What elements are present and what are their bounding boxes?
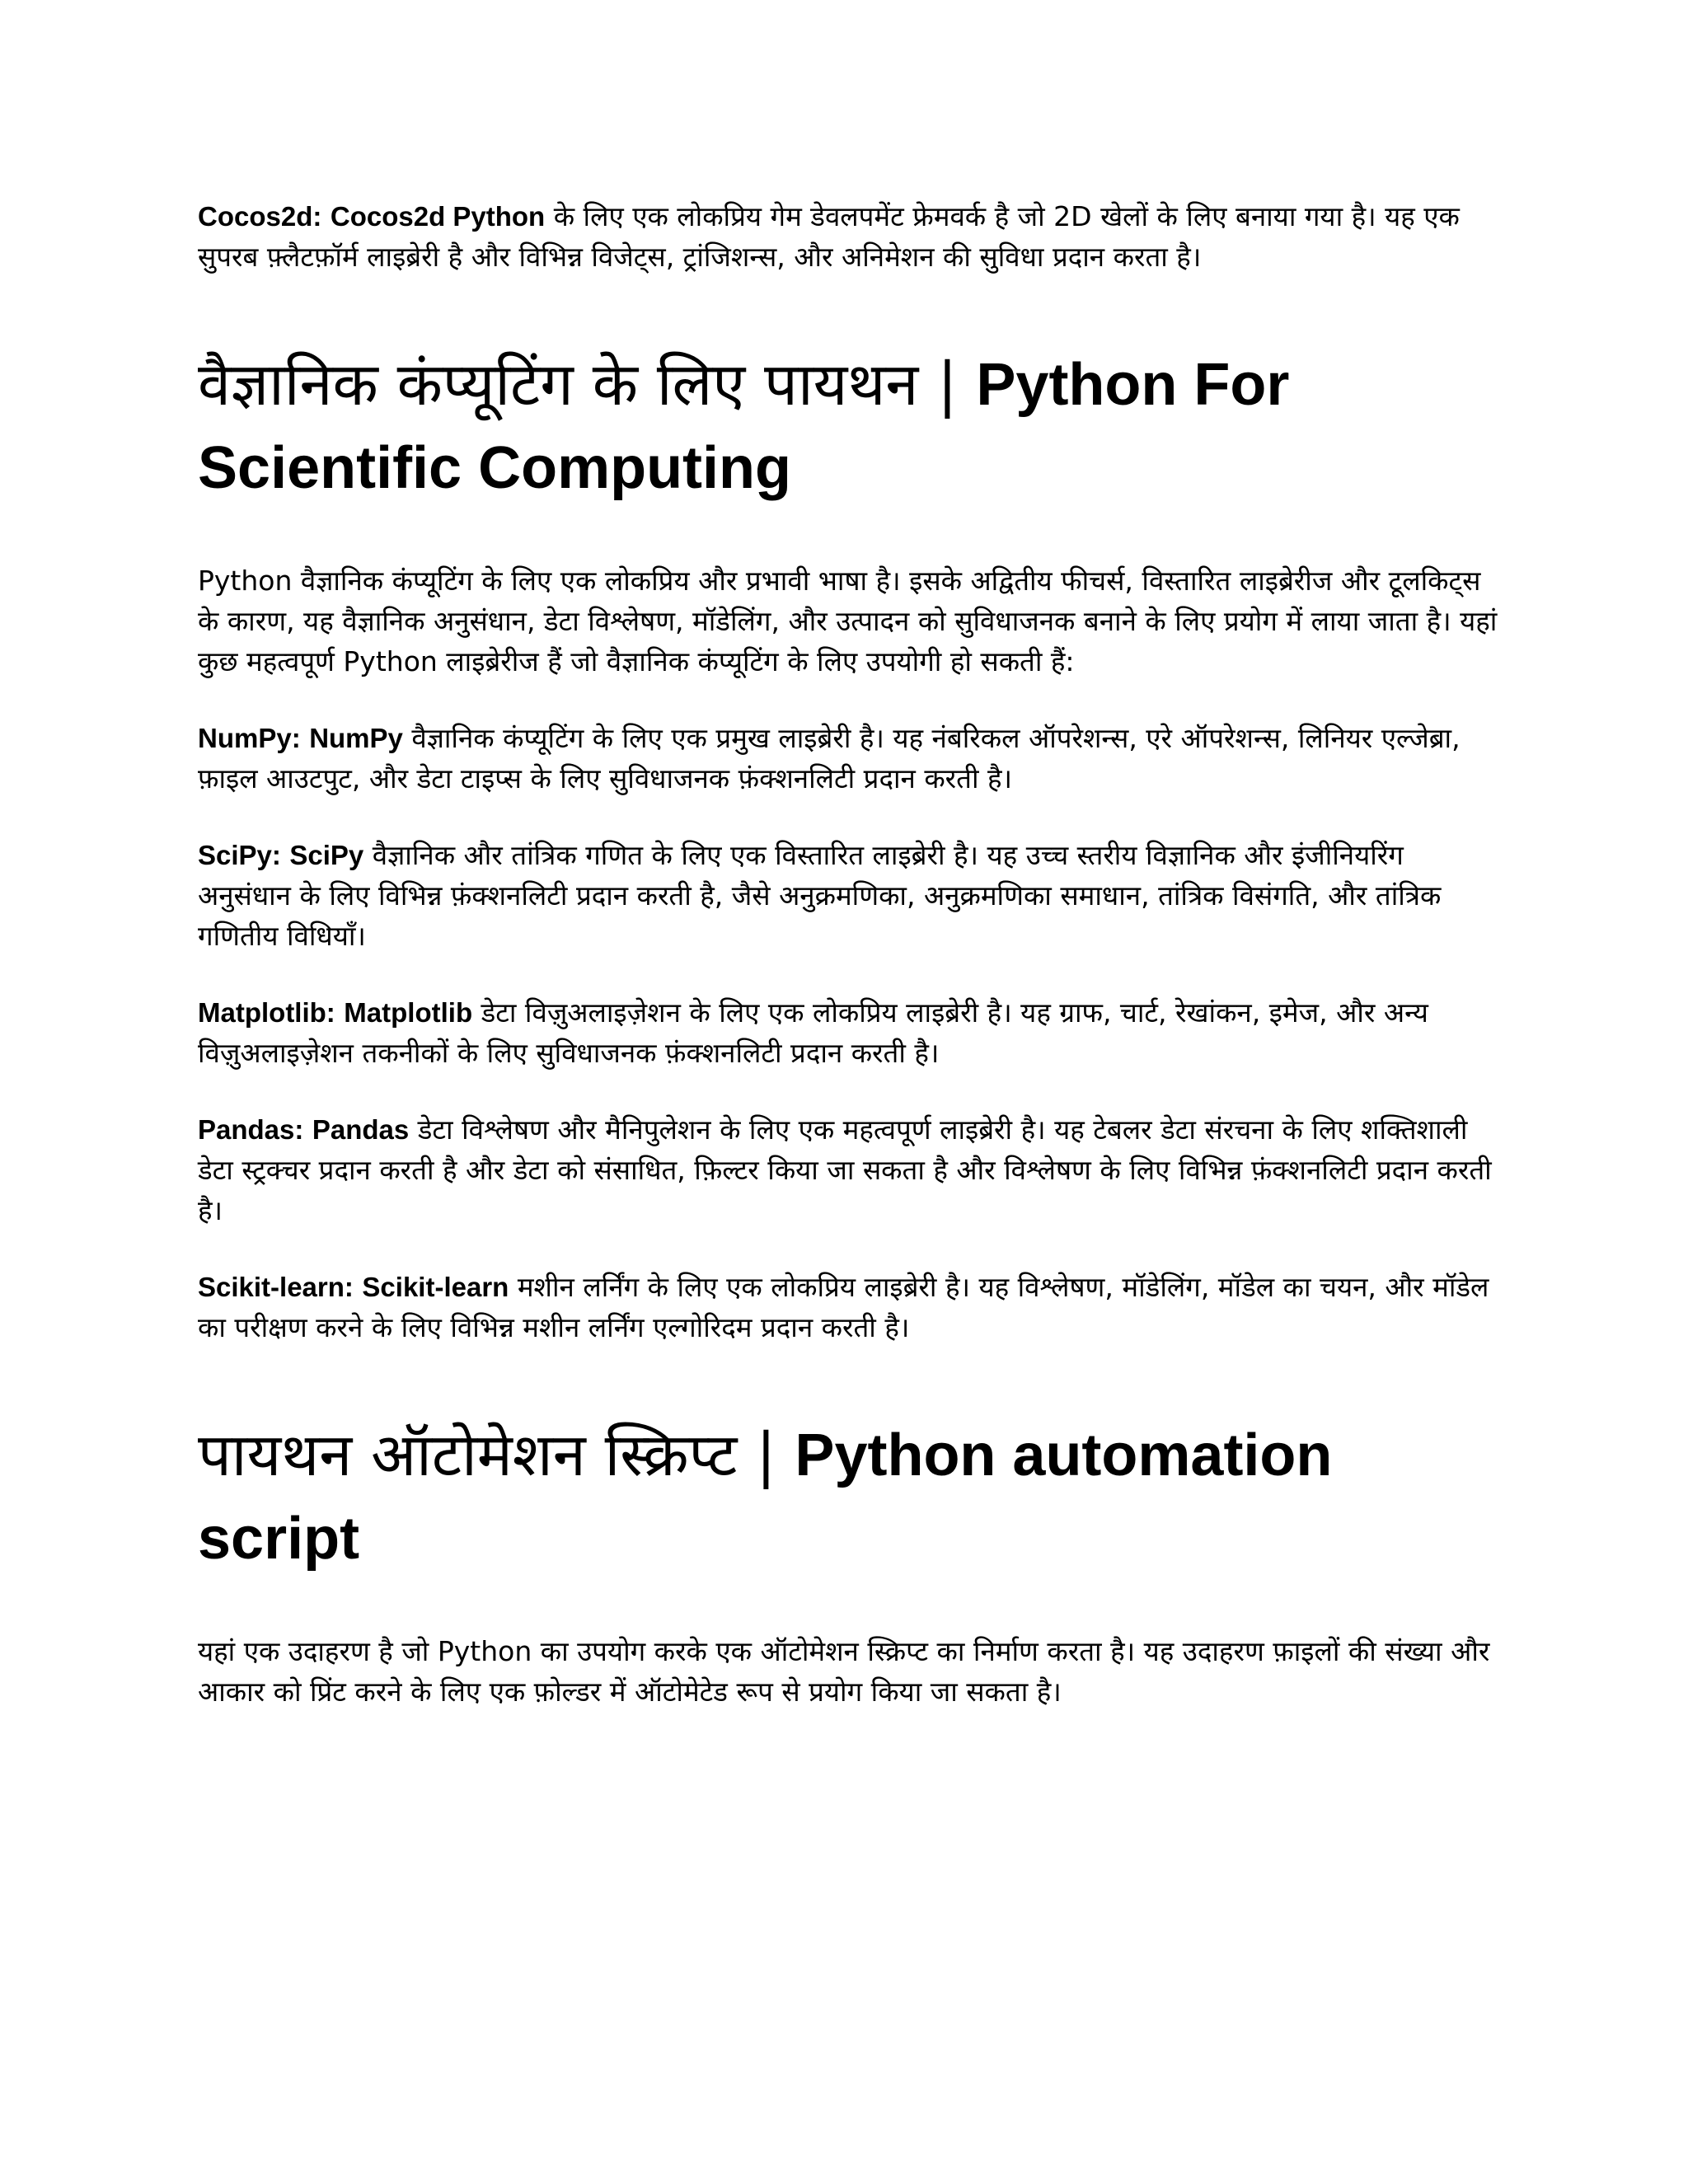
numpy-text: वैज्ञानिक कंप्यूटिंग के लिए एक प्रमुख लाइब्रेरी है। यह नंबरिकल ऑपरेशन्स, एरे ऑपरेशन्स, लिनियर एल्जेब्रा, फ़ाइल आउटपुट, और डेटा टाइप्स के लिए सुविधाजनक फ़ंक्शनलिटी प्रदान करती है। [198, 722, 1461, 794]
section1-heading [198, 343, 1500, 509]
document-page [198, 196, 1500, 1712]
section2-heading [198, 1413, 1500, 1580]
scipy-text: वैज्ञानिक और तांत्रिक गणित के लिए एक विस्तारित लाइब्रेरी है। यह उच्च स्तरीय विज्ञानिक और इंजीनियरिंग अनुसंधान के लिए विभिन्न फ़ंक्शनलिटी प्रदान करती है, जैसे अनुक्रमणिका, अनुक्रमणिका समाधान, तांत्रिक विसंगति, और तांत्रिक गणितीय विधियाँ। [198, 839, 1442, 952]
list-item-pandas [198, 1109, 1500, 1230]
section1-heading-en: Python For Scientific Computing [198, 352, 1290, 501]
scikit-learn-text: मशीन लर्निंग के लिए एक लोकप्रिय लाइब्रेरी है। यह विश्लेषण, मॉडेलिंग, मॉडेल का चयन, और मॉडेल का परीक्षण करने के लिए विभिन्न मशीन लर्निंग एल्गोरिदम प्रदान करती है। [198, 1271, 1489, 1343]
section1-heading-hi: वैज्ञानिक कंप्यूटिंग के लिए पायथन | [198, 349, 977, 419]
intro-text: के लिए एक लोकप्रिय गेम डेवलपमेंट फ्रेमवर्क है जो 2D खेलों के लिए बनाया गया है। यह एक सुपरब फ़्लैटफ़ॉर्म लाइब्रेरी है और विभिन्न विजेट्स, ट्रांजिशन्स, और अनिमेशन की सुविधा प्रदान करता है। [198, 200, 1460, 273]
list-item-numpy [198, 718, 1500, 799]
matplotlib-term: Matplotlib: [198, 997, 335, 1028]
section2-intro: यहां एक उदाहरण है जो Python का उपयोग करके एक ऑटोमेशन स्क्रिप्ट का निर्माण करता है। यह उदाहरण फ़ाइलों की संख्या और आकार को प्रिंट करने के लिए एक फ़ोल्डर में ऑटोमेटेड रूप से प्रयोग किया जा सकता है। [198, 1635, 1490, 1708]
scipy-term: SciPy: [198, 840, 281, 870]
numpy-term: NumPy: [198, 723, 301, 753]
list-item-scipy [198, 835, 1500, 956]
scikit-learn-bold-lead: Scikit-learn [362, 1272, 509, 1302]
matplotlib-text: डेटा विज़ुअलाइज़ेशन के लिए एक लोकप्रिय लाइब्रेरी है। यह ग्राफ, चार्ट, रेखांकन, इमेज, और अन्य विज़ुअलाइज़ेशन तकनीकों के लिए सुविधाजनक फ़ंक्शनलिटी प्रदान करती है। [198, 996, 1428, 1069]
pandas-bold-lead: Pandas [312, 1114, 410, 1145]
matplotlib-bold-lead: Matplotlib [344, 997, 473, 1028]
section1-intro: Python वैज्ञानिक कंप्यूटिंग के लिए एक लोकप्रिय और प्रभावी भाषा है। इसके अद्वितीय फीचर्स, विस्तारित लाइब्रेरीज और टूलकिट्स के कारण, यह वैज्ञानिक अनुसंधान, डेटा विश्लेषण, मॉडेलिंग, और उत्पादन को सुविधाजनक बनाने के लिए प्रयोग में लाया जाता है। यहां कुछ महत्वपूर्ण Python लाइब्रेरीज हैं जो वैज्ञानिक कंप्यूटिंग के लिए उपयोगी हो सकती हैं: [198, 565, 1498, 677]
section2-heading-en: Python automation script [198, 1422, 1333, 1572]
list-item-scikit-learn [198, 1267, 1500, 1347]
pandas-text: डेटा विश्लेषण और मैनिपुलेशन के लिए एक महत्वपूर्ण लाइब्रेरी है। यह टेबलर डेटा संरचना के लिए शक्तिशाली डेटा स्ट्रक्चर प्रदान करती है और डेटा को संसाधित, फ़िल्टर किया जा सकता है और विश्लेषण के लिए विभिन्न फ़ंक्शनलिटी प्रदान करती है। [198, 1113, 1492, 1226]
numpy-bold-lead: NumPy [309, 723, 403, 753]
scikit-learn-term: Scikit-learn: [198, 1272, 354, 1302]
intro-bold-lead: Cocos2d Python [330, 201, 546, 232]
pandas-term: Pandas: [198, 1114, 304, 1145]
list-item-matplotlib [198, 992, 1500, 1073]
scipy-bold-lead: SciPy [289, 840, 364, 870]
intro-paragraph [198, 196, 1500, 277]
section2-heading-hi: पायथन ऑटोमेशन स्क्रिप्ट | [198, 1420, 795, 1489]
intro-term: Cocos2d: [198, 201, 322, 232]
